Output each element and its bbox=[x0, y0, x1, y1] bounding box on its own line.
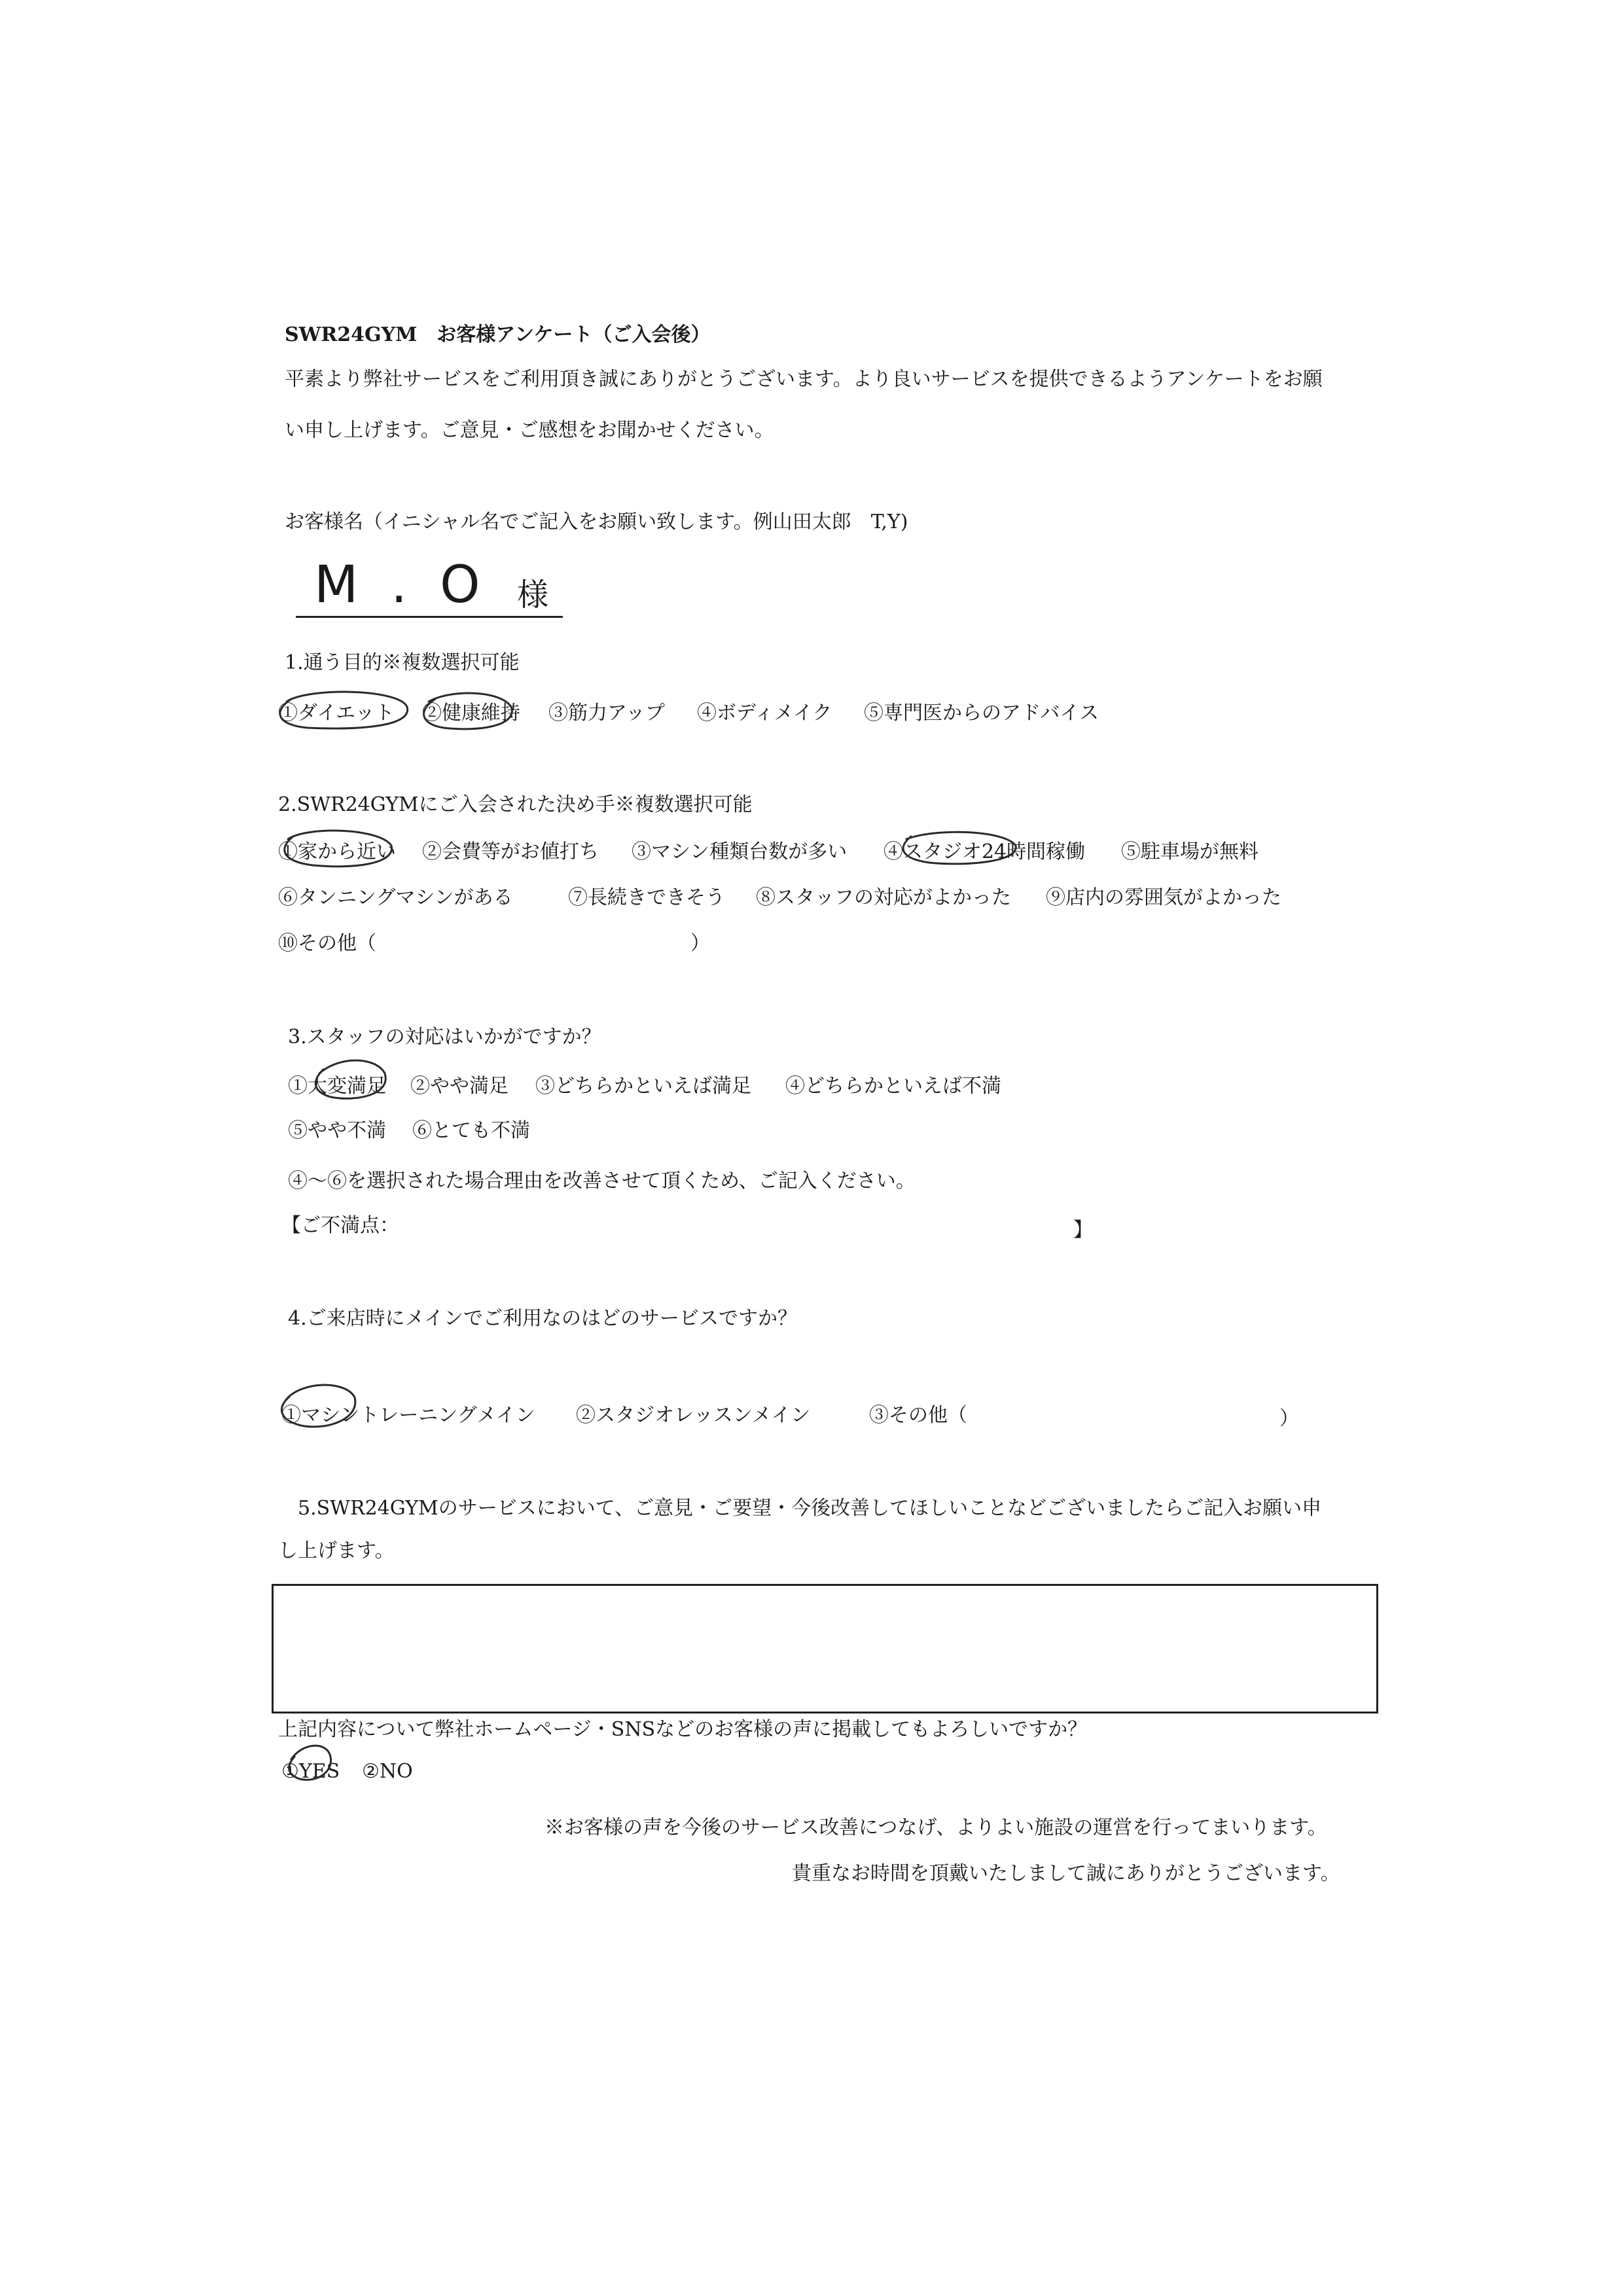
q2-option-tanning[interactable]: ⑥タンニングマシンがある bbox=[278, 886, 513, 909]
q1-option-diet[interactable]: ①ダイエット bbox=[278, 702, 395, 725]
q1-option-strength[interactable]: ③筋力アップ bbox=[548, 702, 665, 725]
q2-option-other[interactable]: ⑩その他（ bbox=[278, 932, 376, 955]
q4-question: 4.ご来店時にメインでご利用なのはどのサービスですか？ bbox=[288, 1307, 798, 1330]
customer-name-handwritten[interactable]: M.O bbox=[314, 556, 513, 615]
q3-complaint-close: 】 bbox=[1073, 1219, 1093, 1242]
customer-honorific: 様 bbox=[517, 577, 549, 613]
q5-question-line-2: し上げます。 bbox=[278, 1539, 395, 1562]
q1-option-doctor-advice[interactable]: ⑤専門医からのアドバイス bbox=[864, 702, 1099, 725]
q1-option-bodymake[interactable]: ④ボディメイク bbox=[697, 702, 832, 725]
consent-option-no[interactable]: ②NO bbox=[362, 1760, 413, 1783]
survey-title: SWR24GYM お客様アンケート（ご入会後） bbox=[285, 323, 711, 346]
q5-answer-box[interactable] bbox=[272, 1584, 1378, 1713]
q3-option-very-dissatisfied[interactable]: ⑥とても不満 bbox=[412, 1119, 530, 1142]
q2-option-near-home[interactable]: ①家から近い bbox=[278, 840, 396, 863]
footer-thanks: 貴重なお時間を頂戴いたしまして誠にありがとうございます。 bbox=[792, 1862, 1340, 1885]
q2-option-atmosphere[interactable]: ⑨店内の雰囲気がよかった bbox=[1046, 886, 1281, 909]
q1-option-health[interactable]: ②健康維持 bbox=[422, 702, 520, 725]
q4-other-close: ） bbox=[1279, 1407, 1299, 1430]
q4-option-other[interactable]: ③その他（ bbox=[869, 1404, 967, 1427]
q3-note: ④～⑥を選択された場合理由を改善させて頂くため、ご記入ください。 bbox=[288, 1170, 916, 1193]
q3-option-somewhat-satisfied[interactable]: ②やや満足 bbox=[410, 1075, 508, 1098]
footer-note: ※お客様の声を今後のサービス改善につなげ、よりよい施設の運営を行ってまいります。 bbox=[544, 1816, 1327, 1839]
q2-option-long-lasting[interactable]: ⑦長続きできそう bbox=[568, 886, 725, 909]
q2-option-fees[interactable]: ②会費等がお値打ち bbox=[422, 840, 599, 863]
q3-complaint-open[interactable]: 【ご不満点： bbox=[281, 1214, 399, 1237]
q3-option-rather-satisfied[interactable]: ③どちらかといえば満足 bbox=[535, 1075, 751, 1098]
q3-option-rather-dissatisfied[interactable]: ④どちらかといえば不満 bbox=[785, 1075, 1001, 1098]
q5-question-line-1: 5.SWR24GYMのサービスにおいて、ご意見・ご要望・今後改善してほしいことなどございましたらご記入お願い申 bbox=[298, 1497, 1322, 1520]
q3-question: 3.スタッフの対応はいかがですか？ bbox=[288, 1026, 601, 1049]
consent-question: 上記内容について弊社ホームページ・SNSなどのお客様の声に掲載してもよろしいですか？ bbox=[278, 1718, 1088, 1741]
q3-option-somewhat-dissatisfied[interactable]: ⑤やや不満 bbox=[288, 1119, 386, 1142]
q4-option-machine-training[interactable]: ①マシントレーニングメイン bbox=[281, 1404, 535, 1427]
q2-option-machines[interactable]: ③マシン種類台数が多い bbox=[632, 840, 847, 863]
customer-name-underline bbox=[296, 616, 563, 618]
q4-option-studio-lesson[interactable]: ②スタジオレッスンメイン bbox=[576, 1404, 811, 1427]
customer-name-label: お客様名（イニシャル名でご記入をお願い致します。例山田太郎 T,Y) bbox=[285, 511, 908, 533]
q2-other-close: ） bbox=[690, 932, 710, 955]
q2-option-parking[interactable]: ⑤駐車場が無料 bbox=[1121, 840, 1258, 863]
q2-question: 2.SWR24GYMにご入会された決め手※複数選択可能 bbox=[278, 793, 753, 816]
intro-text-line-1: 平素より弊社サービスをご利用頂き誠にありがとうございます。より良いサービスを提供できるようアンケートをお願 bbox=[285, 368, 1323, 391]
q2-option-studio-24h[interactable]: ④スタジオ24時間稼働 bbox=[883, 840, 1086, 863]
q3-option-very-satisfied[interactable]: ①大変満足 bbox=[288, 1075, 386, 1098]
intro-text-line-2: い申し上げます。ご意見・ご感想をお聞かせください。 bbox=[285, 419, 774, 442]
q2-option-staff[interactable]: ⑧スタッフの対応がよかった bbox=[756, 886, 1011, 909]
consent-option-yes[interactable]: ①YES bbox=[281, 1760, 340, 1783]
q1-question: 1.通う目的※複数選択可能 bbox=[285, 651, 520, 674]
